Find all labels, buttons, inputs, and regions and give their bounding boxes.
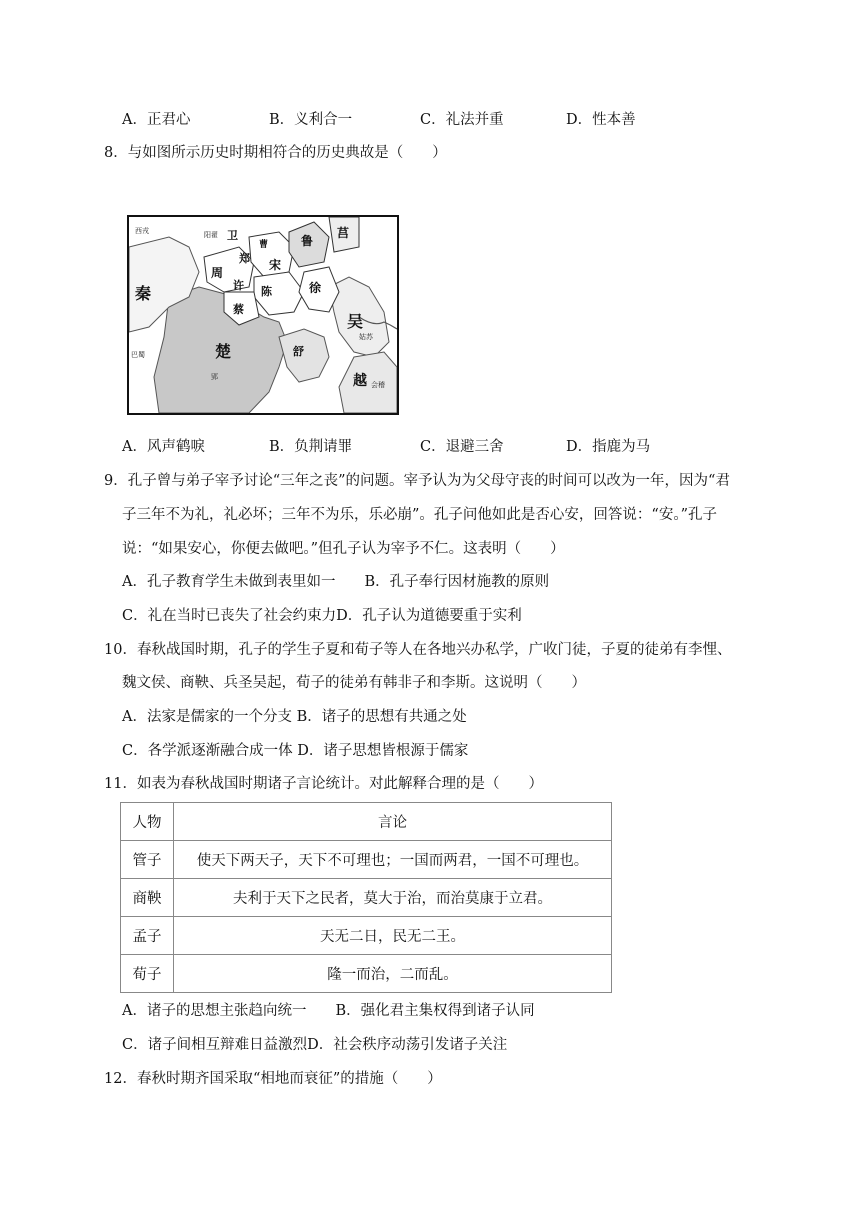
map-label-chu: 楚 bbox=[215, 342, 232, 361]
map-label-wei: 卫 bbox=[227, 229, 238, 242]
map-label-xu2: 徐 bbox=[309, 281, 322, 295]
q8-option-c: C．退避三舍 bbox=[420, 439, 504, 455]
table-row bbox=[121, 879, 612, 917]
table-row bbox=[121, 841, 612, 879]
map-label-lu: 鲁 bbox=[301, 234, 314, 248]
map-label-xirong: 西戎 bbox=[135, 227, 149, 235]
q8-map-image bbox=[127, 215, 399, 415]
q9-line-3: 说：“如果安心，你便去做吧。”但孔子认为宰予不仁。这表明（ ） bbox=[122, 541, 565, 557]
q10-line-2: 魏文侯、商鞅、兵圣吴起，荀子的徒弟有韩非子和李斯。这说明（ ） bbox=[122, 675, 586, 691]
q11-option-cd: C．诸子间相互辩难日益激烈D．社会秩序动荡引发诸子关注 bbox=[122, 1037, 508, 1053]
table-row bbox=[121, 955, 612, 993]
q10-line-1: 10．春秋战国时期，孔子的学生子夏和荀子等人在各地兴办私学，广收门徒，子夏的徒弟有李悝、 bbox=[104, 642, 732, 658]
table-cell-person: 管子 bbox=[121, 841, 174, 879]
table-row bbox=[121, 917, 612, 955]
map-label-kuaiji: 会稽 bbox=[371, 381, 385, 389]
q9-option-ab: A．孔子教育学生未做到表里如一 B．孔子奉行因材施教的原则 bbox=[122, 574, 550, 590]
map-label-ying: 郢 bbox=[211, 373, 218, 381]
q7-option-b: B．义利合一 bbox=[269, 112, 353, 128]
q11-quotes-table bbox=[120, 802, 612, 993]
map-label-wu: 吴 bbox=[347, 312, 364, 331]
table-header-row bbox=[121, 803, 612, 841]
q7-option-a: A．正君心 bbox=[122, 112, 191, 128]
map-label-gusu: 姑苏 bbox=[359, 333, 373, 341]
q11-stem: 11．如表为春秋战国时期诸子言论统计。对此解释合理的是（ ） bbox=[104, 776, 543, 792]
table-cell-quote: 夫利于天下之民者，莫大于治，而治莫康于立君。 bbox=[174, 879, 612, 917]
table-header-person: 人物 bbox=[121, 803, 174, 841]
map-label-zheng: 郑 bbox=[239, 252, 250, 265]
q11-option-ab: A．诸子的思想主张趋向统一 B．强化君主集权得到诸子认同 bbox=[122, 1003, 535, 1019]
q9-option-cd: C．礼在当时已丧失了社会约束力D．孔子认为道德要重于实利 bbox=[122, 608, 522, 624]
q7-option-d: D．性本善 bbox=[566, 112, 636, 128]
table-cell-quote: 使天下两天子，天下不可理也；一国而两君，一国不可理也。 bbox=[174, 841, 612, 879]
map-label-yue: 越 bbox=[353, 373, 367, 389]
map-label-chen: 陈 bbox=[261, 285, 272, 298]
q8-option-d: D．指鹿为马 bbox=[566, 439, 651, 455]
q8-option-b: B．负荆请罪 bbox=[269, 439, 353, 455]
map-label-yangdi: 阳翟 bbox=[204, 231, 218, 239]
table-cell-person: 商鞅 bbox=[121, 879, 174, 917]
table-cell-quote: 天无二日，民无二王。 bbox=[174, 917, 612, 955]
q9-line-1: 9．孔子曾与弟子宰予讨论“三年之丧”的问题。宰予认为为父母守丧的时间可以改为一年，因为“君 bbox=[104, 473, 730, 489]
map-label-bashu: 巴蜀 bbox=[131, 351, 145, 359]
q12-stem: 12．春秋时期齐国采取“相地而衰征”的措施（ ） bbox=[104, 1071, 442, 1087]
map-label-zhou: 周 bbox=[211, 266, 224, 280]
q8-option-a: A．风声鹤唳 bbox=[122, 439, 205, 455]
q7-option-c: C．礼法并重 bbox=[420, 112, 504, 128]
map-label-song: 宋 bbox=[269, 258, 282, 272]
q10-option-cd: C．各学派逐渐融合成一体 D．诸子思想皆根源于儒家 bbox=[122, 743, 469, 759]
map-label-xu: 许 bbox=[233, 279, 244, 292]
q9-line-2: 子三年不为礼，礼必坏；三年不为乐，乐必崩”。孔子问他如此是否心安，回答说：“安。”孔子 bbox=[122, 507, 717, 523]
map-label-cao: 曹 bbox=[259, 240, 269, 250]
table-cell-person: 荀子 bbox=[121, 955, 174, 993]
q8-stem: 8．与如图所示历史时期相符合的历史典故是（ ） bbox=[104, 145, 447, 161]
table-header-quote: 言论 bbox=[174, 803, 612, 841]
map-label-qin: 秦 bbox=[135, 284, 152, 303]
map-label-ju: 莒 bbox=[337, 226, 350, 240]
map-label-cai: 蔡 bbox=[233, 303, 244, 316]
q10-option-ab: A．法家是儒家的一个分支 B．诸子的思想有共通之处 bbox=[122, 709, 467, 725]
table-cell-person: 孟子 bbox=[121, 917, 174, 955]
map-label-shu: 舒 bbox=[293, 345, 304, 358]
table-cell-quote: 隆一而治，二而乱。 bbox=[174, 955, 612, 993]
